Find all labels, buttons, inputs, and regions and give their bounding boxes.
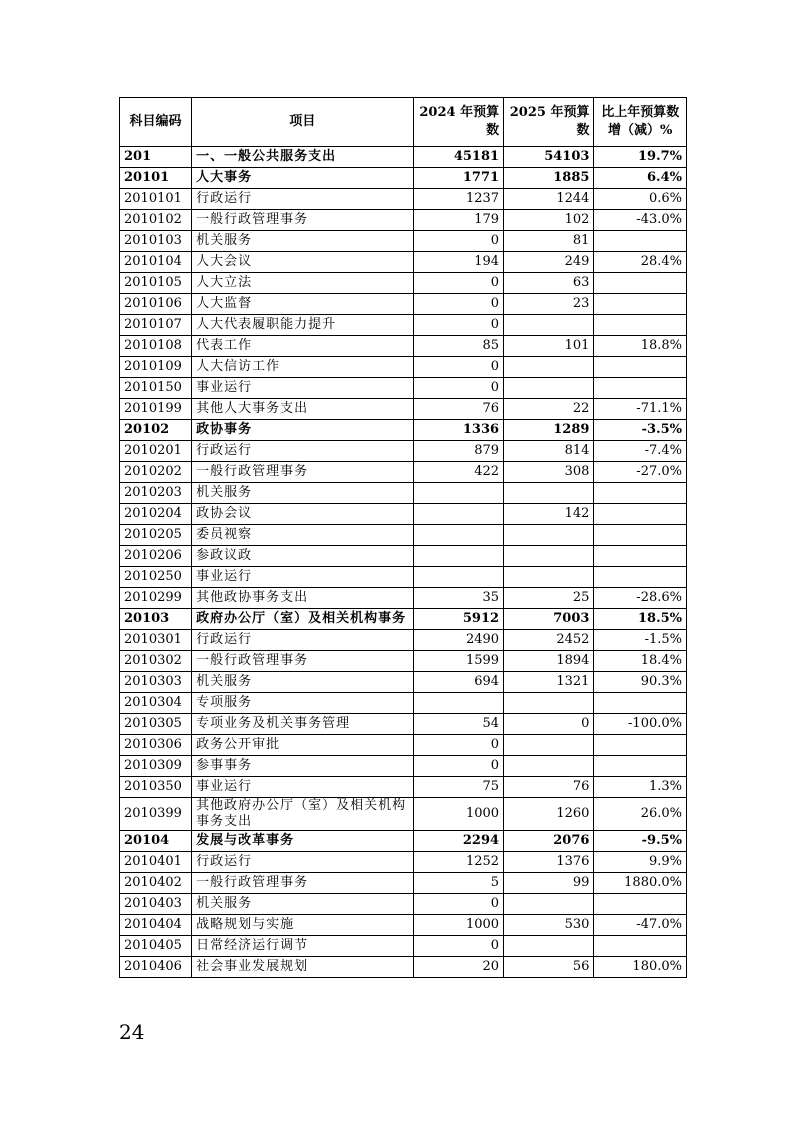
table-row: [120, 546, 687, 567]
table-row: [120, 189, 687, 210]
cell-budget-2024: 1237: [413, 189, 503, 210]
cell-item: 一般行政管理事务: [192, 651, 414, 672]
cell-budget-2024: 1000: [413, 915, 503, 936]
cell-item: 人大信访工作: [192, 357, 414, 378]
cell-budget-2025: 1894: [504, 651, 594, 672]
cell-budget-2025: 76: [504, 777, 594, 798]
cell-item: 行政运行: [192, 189, 414, 210]
header-budget-2024: 2024 年预算数: [413, 98, 503, 147]
cell-budget-2024: 5912: [413, 609, 503, 630]
cell-code: 2010304: [120, 693, 192, 714]
cell-budget-2025: [504, 525, 594, 546]
cell-budget-2024: 76: [413, 399, 503, 420]
header-budget-2025: 2025 年预算数: [504, 98, 594, 147]
cell-item: 政务公开审批: [192, 735, 414, 756]
cell-code: 2010406: [120, 957, 192, 978]
cell-budget-2025: 56: [504, 957, 594, 978]
cell-item: 政协会议: [192, 504, 414, 525]
cell-budget-2025: 249: [504, 252, 594, 273]
cell-budget-2024: [413, 546, 503, 567]
cell-change: 26.0%: [594, 798, 687, 831]
table-row: [120, 273, 687, 294]
cell-change: [594, 525, 687, 546]
table-row: [120, 714, 687, 735]
cell-code: 2010306: [120, 735, 192, 756]
table-row: [120, 336, 687, 357]
cell-code: 2010250: [120, 567, 192, 588]
table-row: [120, 357, 687, 378]
cell-item: 其他政协事务支出: [192, 588, 414, 609]
cell-budget-2024: 0: [413, 378, 503, 399]
cell-code: 2010106: [120, 294, 192, 315]
budget-table: [119, 97, 687, 978]
cell-budget-2024: 20: [413, 957, 503, 978]
table-row: [120, 252, 687, 273]
cell-change: 18.4%: [594, 651, 687, 672]
cell-budget-2024: [413, 693, 503, 714]
cell-budget-2024: 1599: [413, 651, 503, 672]
cell-code: 2010203: [120, 483, 192, 504]
table-row: [120, 378, 687, 399]
cell-budget-2024: 75: [413, 777, 503, 798]
cell-budget-2025: 54103: [504, 147, 594, 168]
cell-change: -1.5%: [594, 630, 687, 651]
table-row: [120, 609, 687, 630]
cell-budget-2024: 1000: [413, 798, 503, 831]
cell-budget-2024: 0: [413, 894, 503, 915]
cell-code: 2010201: [120, 441, 192, 462]
cell-budget-2024: 5: [413, 873, 503, 894]
cell-budget-2024: 179: [413, 210, 503, 231]
cell-change: 19.7%: [594, 147, 687, 168]
cell-code: 20104: [120, 831, 192, 852]
table-row: [120, 630, 687, 651]
table-row: [120, 957, 687, 978]
cell-item: 专项业务及机关事务管理: [192, 714, 414, 735]
cell-change: -100.0%: [594, 714, 687, 735]
cell-code: 2010301: [120, 630, 192, 651]
cell-change: 1.3%: [594, 777, 687, 798]
cell-item: 事业运行: [192, 378, 414, 399]
cell-code: 2010205: [120, 525, 192, 546]
cell-item: 人大立法: [192, 273, 414, 294]
cell-item: 委员视察: [192, 525, 414, 546]
cell-code: 2010104: [120, 252, 192, 273]
cell-budget-2024: 0: [413, 756, 503, 777]
cell-item: 其他人大事务支出: [192, 399, 414, 420]
table-row: [120, 915, 687, 936]
cell-change: [594, 357, 687, 378]
table-row: [120, 147, 687, 168]
cell-change: 18.5%: [594, 609, 687, 630]
cell-budget-2025: 7003: [504, 609, 594, 630]
cell-budget-2025: [504, 894, 594, 915]
cell-budget-2025: 1376: [504, 852, 594, 873]
table-row: [120, 756, 687, 777]
cell-budget-2024: [413, 483, 503, 504]
cell-item: 人大监督: [192, 294, 414, 315]
cell-code: 2010403: [120, 894, 192, 915]
cell-budget-2025: 102: [504, 210, 594, 231]
cell-budget-2025: 142: [504, 504, 594, 525]
table-row: [120, 399, 687, 420]
cell-item: 其他政府办公厅（室）及相关机构事务支出: [192, 798, 414, 831]
cell-budget-2024: 422: [413, 462, 503, 483]
cell-code: 2010302: [120, 651, 192, 672]
cell-budget-2024: 0: [413, 357, 503, 378]
cell-budget-2025: [504, 378, 594, 399]
cell-item: 代表工作: [192, 336, 414, 357]
cell-item: 人大会议: [192, 252, 414, 273]
table-header-row: [120, 98, 687, 147]
cell-change: [594, 294, 687, 315]
cell-item: 机关服务: [192, 894, 414, 915]
cell-budget-2025: [504, 693, 594, 714]
cell-item: 行政运行: [192, 441, 414, 462]
table-row: [120, 873, 687, 894]
cell-budget-2024: 85: [413, 336, 503, 357]
table-row: [120, 852, 687, 873]
table-row: [120, 525, 687, 546]
table-row: [120, 315, 687, 336]
cell-budget-2024: 45181: [413, 147, 503, 168]
cell-code: 2010303: [120, 672, 192, 693]
cell-budget-2025: [504, 357, 594, 378]
header-item: 项目: [192, 98, 414, 147]
cell-budget-2024: 0: [413, 936, 503, 957]
cell-item: 事业运行: [192, 777, 414, 798]
cell-change: [594, 315, 687, 336]
table-row: [120, 777, 687, 798]
cell-code: 20101: [120, 168, 192, 189]
cell-code: 2010103: [120, 231, 192, 252]
cell-budget-2024: 0: [413, 273, 503, 294]
cell-budget-2024: 0: [413, 315, 503, 336]
cell-item: 日常经济运行调节: [192, 936, 414, 957]
cell-code: 2010206: [120, 546, 192, 567]
cell-change: [594, 756, 687, 777]
cell-code: 2010402: [120, 873, 192, 894]
cell-item: 一般行政管理事务: [192, 210, 414, 231]
table-row: [120, 504, 687, 525]
table-row: [120, 567, 687, 588]
table-row: [120, 672, 687, 693]
cell-change: [594, 735, 687, 756]
cell-code: 2010305: [120, 714, 192, 735]
cell-change: 180.0%: [594, 957, 687, 978]
cell-change: [594, 894, 687, 915]
cell-code: 201: [120, 147, 192, 168]
cell-budget-2025: [504, 936, 594, 957]
cell-change: -43.0%: [594, 210, 687, 231]
cell-change: 6.4%: [594, 168, 687, 189]
table-row: [120, 735, 687, 756]
table-body: [120, 147, 687, 978]
cell-budget-2024: 35: [413, 588, 503, 609]
cell-code: 2010108: [120, 336, 192, 357]
cell-code: 2010105: [120, 273, 192, 294]
table-row: [120, 168, 687, 189]
cell-item: 参事事务: [192, 756, 414, 777]
cell-code: 2010204: [120, 504, 192, 525]
cell-budget-2025: 1321: [504, 672, 594, 693]
table-row: [120, 462, 687, 483]
cell-change: -71.1%: [594, 399, 687, 420]
cell-code: 2010401: [120, 852, 192, 873]
cell-budget-2024: 1336: [413, 420, 503, 441]
cell-code: 2010202: [120, 462, 192, 483]
cell-budget-2024: 2294: [413, 831, 503, 852]
cell-change: -7.4%: [594, 441, 687, 462]
cell-item: 参政议政: [192, 546, 414, 567]
cell-budget-2024: [413, 525, 503, 546]
cell-code: 2010107: [120, 315, 192, 336]
cell-budget-2025: [504, 315, 594, 336]
cell-change: -3.5%: [594, 420, 687, 441]
cell-code: 2010405: [120, 936, 192, 957]
cell-budget-2025: 2076: [504, 831, 594, 852]
cell-code: 2010399: [120, 798, 192, 831]
cell-budget-2025: 101: [504, 336, 594, 357]
cell-budget-2025: [504, 756, 594, 777]
cell-budget-2024: 0: [413, 294, 503, 315]
cell-code: 2010199: [120, 399, 192, 420]
cell-budget-2025: 814: [504, 441, 594, 462]
cell-budget-2024: 0: [413, 231, 503, 252]
cell-budget-2025: 23: [504, 294, 594, 315]
cell-change: [594, 231, 687, 252]
cell-code: 2010309: [120, 756, 192, 777]
cell-change: [594, 567, 687, 588]
cell-budget-2025: [504, 735, 594, 756]
cell-budget-2024: 54: [413, 714, 503, 735]
cell-budget-2025: 1289: [504, 420, 594, 441]
cell-change: -9.5%: [594, 831, 687, 852]
header-code: 科目编码: [120, 98, 192, 147]
table-row: [120, 294, 687, 315]
table-row: [120, 798, 687, 831]
cell-budget-2024: 0: [413, 735, 503, 756]
cell-budget-2024: 879: [413, 441, 503, 462]
cell-budget-2025: 1260: [504, 798, 594, 831]
cell-change: [594, 273, 687, 294]
cell-change: [594, 936, 687, 957]
cell-code: 2010102: [120, 210, 192, 231]
cell-budget-2025: 308: [504, 462, 594, 483]
cell-code: 2010150: [120, 378, 192, 399]
cell-budget-2024: 194: [413, 252, 503, 273]
table-row: [120, 936, 687, 957]
table-row: [120, 651, 687, 672]
table-row: [120, 231, 687, 252]
cell-item: 政府办公厅（室）及相关机构事务: [192, 609, 414, 630]
cell-change: 0.6%: [594, 189, 687, 210]
cell-budget-2024: 2490: [413, 630, 503, 651]
table-row: [120, 894, 687, 915]
cell-code: 20103: [120, 609, 192, 630]
table-row: [120, 210, 687, 231]
cell-change: 9.9%: [594, 852, 687, 873]
cell-item: 发展与改革事务: [192, 831, 414, 852]
cell-item: 一般行政管理事务: [192, 462, 414, 483]
cell-budget-2025: 2452: [504, 630, 594, 651]
cell-change: 28.4%: [594, 252, 687, 273]
cell-change: -28.6%: [594, 588, 687, 609]
cell-item: 机关服务: [192, 231, 414, 252]
cell-item: 战略规划与实施: [192, 915, 414, 936]
cell-budget-2025: [504, 567, 594, 588]
cell-budget-2024: [413, 567, 503, 588]
cell-item: 政协事务: [192, 420, 414, 441]
cell-budget-2025: 81: [504, 231, 594, 252]
cell-budget-2025: [504, 546, 594, 567]
cell-budget-2025: 22: [504, 399, 594, 420]
cell-budget-2025: 1885: [504, 168, 594, 189]
cell-code: 2010299: [120, 588, 192, 609]
cell-item: 人大代表履职能力提升: [192, 315, 414, 336]
cell-code: 2010101: [120, 189, 192, 210]
table-row: [120, 693, 687, 714]
cell-item: 事业运行: [192, 567, 414, 588]
cell-budget-2025: 63: [504, 273, 594, 294]
cell-item: 一般行政管理事务: [192, 873, 414, 894]
cell-budget-2024: 1771: [413, 168, 503, 189]
cell-budget-2025: 1244: [504, 189, 594, 210]
cell-change: [594, 504, 687, 525]
cell-change: [594, 378, 687, 399]
cell-budget-2024: 694: [413, 672, 503, 693]
cell-item: 专项服务: [192, 693, 414, 714]
cell-change: 18.8%: [594, 336, 687, 357]
cell-budget-2024: 1252: [413, 852, 503, 873]
cell-item: 一、一般公共服务支出: [192, 147, 414, 168]
cell-budget-2025: 530: [504, 915, 594, 936]
page-number: 24: [119, 1020, 145, 1044]
cell-change: [594, 693, 687, 714]
cell-change: [594, 546, 687, 567]
cell-budget-2024: [413, 504, 503, 525]
cell-item: 社会事业发展规划: [192, 957, 414, 978]
cell-budget-2025: 99: [504, 873, 594, 894]
cell-item: 机关服务: [192, 672, 414, 693]
cell-item: 机关服务: [192, 483, 414, 504]
table-row: [120, 420, 687, 441]
table-row: [120, 831, 687, 852]
cell-item: 行政运行: [192, 630, 414, 651]
cell-budget-2025: [504, 483, 594, 504]
cell-change: 1880.0%: [594, 873, 687, 894]
cell-change: [594, 483, 687, 504]
cell-item: 行政运行: [192, 852, 414, 873]
header-change: 比上年预算数增（减）%: [594, 98, 687, 147]
table-row: [120, 588, 687, 609]
table-row: [120, 441, 687, 462]
cell-item: 人大事务: [192, 168, 414, 189]
cell-code: 2010404: [120, 915, 192, 936]
table-row: [120, 483, 687, 504]
cell-change: -47.0%: [594, 915, 687, 936]
cell-change: -27.0%: [594, 462, 687, 483]
cell-budget-2025: 0: [504, 714, 594, 735]
cell-change: 90.3%: [594, 672, 687, 693]
cell-code: 20102: [120, 420, 192, 441]
cell-budget-2025: 25: [504, 588, 594, 609]
cell-code: 2010350: [120, 777, 192, 798]
cell-code: 2010109: [120, 357, 192, 378]
